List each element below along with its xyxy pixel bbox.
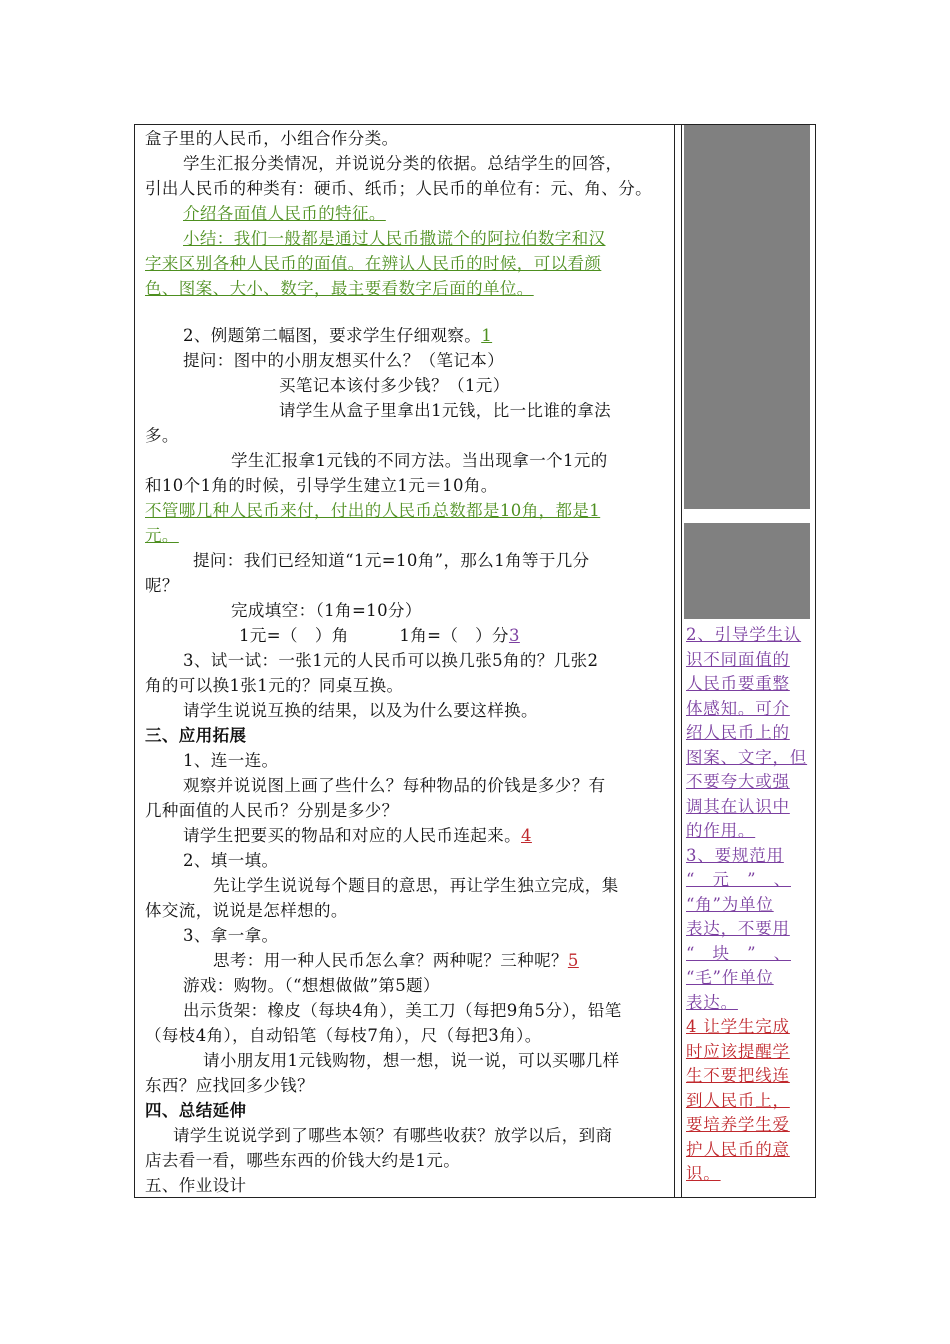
think-text: 思考：用一种人民币怎么拿？两种呢？三种呢？ (213, 951, 568, 970)
note-line: 调其在认识中 (686, 796, 790, 816)
text-line: 体交流，说说是怎样想的。 (145, 901, 348, 920)
text-line: 多。 (145, 426, 179, 445)
text-line: 游戏：购物。（“想想做做”第5题） (183, 976, 440, 995)
note-line: 到人民币上， (686, 1090, 790, 1110)
note-line: 绍人民币上的 (686, 723, 790, 742)
note-line: 3、要规范用 (686, 845, 784, 865)
summary-line: 色、图案、大小、数字，最主要看数字后面的单位。 (145, 279, 534, 298)
text-line (183, 824, 532, 848)
note-line: 时应该提醒学 (686, 1041, 790, 1061)
text-line: 先让学生说说每个题目的意思，再让学生独立完成，集 (213, 876, 619, 895)
example-text: 2、例题第二幅图，要求学生仔细观察。 (183, 326, 482, 345)
text-line (239, 624, 520, 648)
connect-text: 请学生把要买的物品和对应的人民币连起来。 (183, 826, 521, 845)
text-line: 五、作业设计 (145, 1176, 247, 1195)
lesson-plan-table (134, 124, 816, 1198)
text-line: 提问：图中的小朋友想买什么？（笔记本） (183, 351, 505, 370)
text-line: 引出人民币的种类有：硬币、纸币；人民币的单位有：元、角、分。 (145, 179, 652, 198)
footnote-ref[interactable]: 1 (481, 326, 493, 345)
note-line: 体感知。可介 (686, 698, 790, 718)
text-line: 东西？应找回多少钱？ (145, 1076, 314, 1095)
main-content-cell (135, 125, 675, 1197)
notes-cell (681, 125, 815, 1197)
gray-placeholder-bottom (684, 523, 810, 619)
text-line: 完成填空：（1角=10分） (231, 601, 422, 620)
text-line: 请学生说说学到了哪些本领？有哪些收获？放学以后，到商 (173, 1126, 613, 1145)
text-line (183, 324, 492, 348)
footnote-ref[interactable]: 3 (508, 626, 520, 645)
note-line: 的作用。 (686, 821, 756, 840)
summary-line: 字来区别各种人民币的面值。在辨认人民币的时候，可以看颜 (145, 254, 602, 273)
text-line: 学生汇报分类情况，并说说分类的依据。总结学生的回答， (183, 154, 623, 173)
text-line: 店去看一看，哪些东西的价钱大约是1元。 (145, 1151, 461, 1170)
text-line: 1、连一连。 (183, 751, 279, 770)
note-line: 生不要把线连 (686, 1066, 790, 1085)
note-line: 识不同面值的 (686, 649, 790, 669)
text-line: 观察并说说图上画了些什么？每种物品的价钱是多少？有 (183, 776, 606, 795)
text-line: 出示货架：橡皮（每块4角），美工刀（每把9角5分），铅笔 (183, 1001, 622, 1020)
note-line: 图案、文字，但 (686, 747, 808, 767)
note-line: “ 块 ” 、 (686, 943, 791, 963)
text-line: （每枝4角），自动铅笔（每枝7角），尺（每把3角）。 (145, 1026, 542, 1045)
note-line: 护人民币的意 (686, 1139, 790, 1159)
note-line: 4 让学生完成 (686, 1017, 790, 1036)
footnote-ref[interactable]: 4 (521, 826, 532, 845)
note-line: 表达。 (686, 992, 738, 1012)
fill-blank-text: 1元=（ ）角 1角=（ ）分 (239, 626, 509, 645)
text-line: 角的可以换1张1元的？同桌互换。 (145, 676, 404, 695)
note-line: 不要夸大或强 (686, 772, 790, 791)
note-line: “毛”作单位 (686, 968, 774, 987)
text-line: 盒子里的人民币，小组合作分类。 (145, 129, 399, 148)
text-line: 几种面值的人民币？分别是多少？ (145, 801, 399, 820)
section-heading: 三、应用拓展 (145, 726, 247, 745)
text-line: 买笔记本该付多少钱？（1元） (279, 376, 510, 395)
note-line: 识。 (686, 1164, 721, 1183)
gray-placeholder-top (684, 125, 810, 509)
text-line: 和10个1角的时候，引导学生建立1元＝10角。 (145, 476, 498, 495)
note-line: 人民币要重整 (686, 674, 790, 693)
text-line (213, 949, 579, 973)
text-line: 学生汇报拿1元钱的不同方法。当出现拿一个1元的 (231, 451, 608, 470)
note-line: 2、引导学生认 (686, 625, 802, 644)
summary-line: 小结：我们一般都是通过人民币撒谎个的阿拉伯数字和汉 (183, 229, 606, 248)
text-line: 3、试一试：一张1元的人民币可以换几张5角的？几张2 (183, 651, 599, 670)
text-line: 呢？ (145, 576, 179, 595)
note-line: 表达，不要用 (686, 919, 790, 938)
note-line: “角”为单位 (686, 894, 774, 914)
summary-line: 介绍各面值人民币的特征。 (183, 204, 386, 223)
footnote-ref[interactable]: 5 (567, 951, 579, 970)
text-line: 请小朋友用1元钱购物，想一想，说一说，可以买哪几样 (203, 1051, 620, 1070)
text-line: 请学生说说互换的结果，以及为什么要这样换。 (183, 701, 538, 720)
text-line: 2、填一填。 (183, 851, 279, 870)
summary-line: 不管哪几种人民币来付，付出的人民币总数都是10角，都是1 (145, 501, 601, 520)
note-line: “ 元 ” 、 (686, 870, 791, 889)
text-line: 3、拿一拿。 (183, 926, 279, 945)
text-line: 提问：我们已经知道“1元=10角”，那么1角等于几分 (193, 551, 590, 570)
section-heading: 四、总结延伸 (145, 1101, 247, 1120)
note-line: 要培养学生爱 (686, 1115, 790, 1134)
summary-line: 元。 (145, 526, 179, 545)
text-line: 请学生从盒子里拿出1元钱，比一比谁的拿法 (279, 401, 611, 420)
